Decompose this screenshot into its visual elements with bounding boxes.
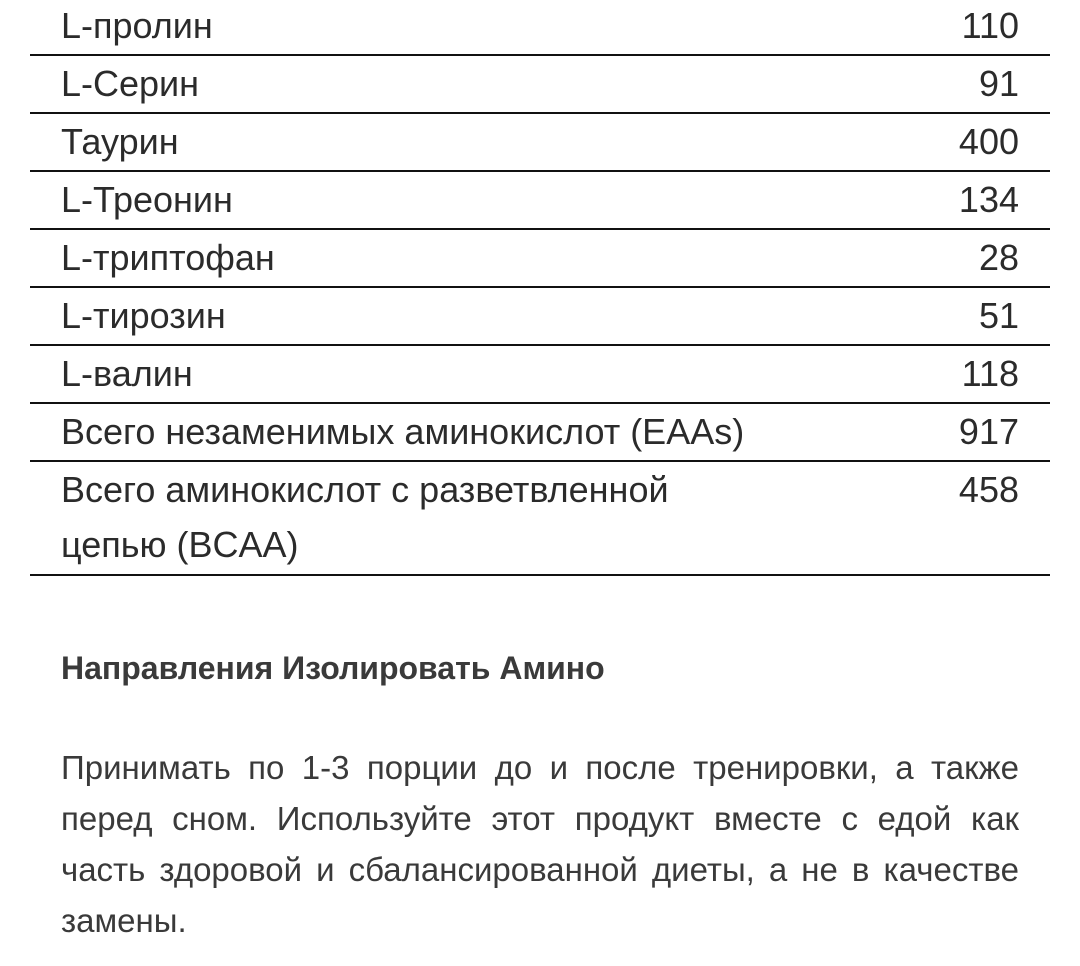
amino-name: L-валин xyxy=(61,353,193,394)
amino-acid-table xyxy=(30,0,1050,576)
table-row xyxy=(30,345,1050,403)
table-row xyxy=(30,287,1050,345)
amino-name: Таурин xyxy=(61,121,179,162)
directions-text: Принимать по 1-3 порции до и после тренировки, а также перед сном. Используйте этот продукт вместе с едой как часть здоровой и сбалансированной диеты, а не в качестве замены. xyxy=(61,749,1019,939)
table-row xyxy=(30,113,1050,171)
amino-name: L-Треонин xyxy=(61,179,233,220)
amino-amount: 91 xyxy=(978,63,1019,104)
table-row xyxy=(30,0,1050,55)
amino-amount: 917 xyxy=(958,411,1019,452)
table-row xyxy=(30,229,1050,287)
amino-name: L-пролин xyxy=(61,5,213,46)
amino-name: L-тирозин xyxy=(61,295,226,336)
amino-name: L-Серин xyxy=(61,63,200,104)
table-row xyxy=(30,403,1050,461)
amino-amount: 28 xyxy=(978,237,1019,278)
amino-name: Всего незаменимых аминокислот (EAAs) xyxy=(61,411,745,452)
amino-amount: 400 xyxy=(958,121,1019,162)
amino-amount: 118 xyxy=(961,353,1019,394)
directions-heading: Направления Изолировать Амино xyxy=(61,650,605,686)
table-row xyxy=(30,171,1050,229)
amino-amount: 458 xyxy=(958,469,1019,510)
amino-name: Всего аминокислот с разветвленной цепью (BCAA) xyxy=(61,469,669,565)
amino-amount: 110 xyxy=(961,5,1019,46)
table-row xyxy=(30,461,1050,575)
amino-amount: 51 xyxy=(978,295,1019,336)
amino-amount: 134 xyxy=(958,179,1019,220)
amino-name: L-триптофан xyxy=(61,237,275,278)
table-row xyxy=(30,55,1050,113)
